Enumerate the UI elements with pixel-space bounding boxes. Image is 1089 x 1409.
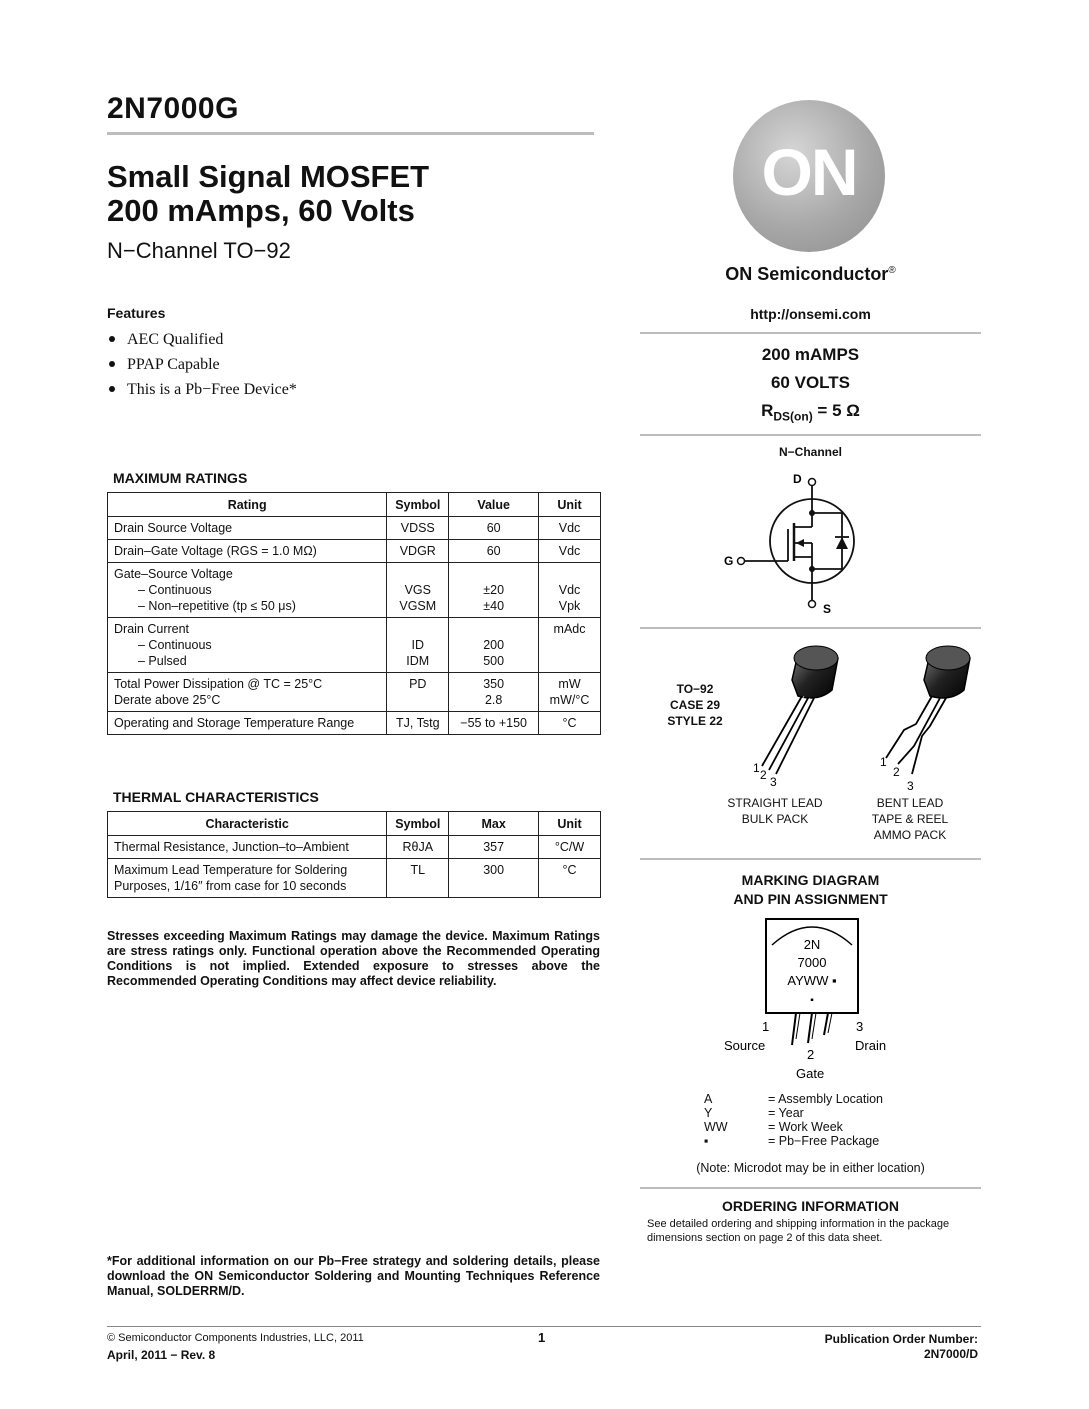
value-cell: 357 (449, 836, 539, 859)
bullet-icon (109, 361, 115, 367)
body-diode-icon (836, 537, 848, 549)
svg-text:2: 2 (807, 1047, 815, 1062)
symbol-cell: RθJA (387, 836, 449, 859)
rating-cell: Gate–Source Voltage – Continuous – Non–repetitive (tp ≤ 50 μs) (108, 563, 387, 618)
table-row (108, 540, 601, 563)
value-cell: ±20 ±40 (449, 563, 539, 618)
svg-text:2N: 2N (803, 937, 821, 952)
symbol-cell: VGS VGSM (387, 563, 449, 618)
brand-name: ON Semiconductor® (725, 264, 896, 284)
symbol-cell: ID IDM (387, 618, 449, 673)
publication-number: Publication Order Number: 2N7000/D (824, 1332, 978, 1361)
mosfet-schematic (700, 465, 900, 625)
table-row (108, 517, 601, 540)
column-header: Unit (539, 493, 601, 517)
unit-cell: Vdc Vpk (539, 563, 601, 618)
column-header: Symbol (387, 812, 449, 836)
straight-lead-package-icon (753, 646, 838, 789)
value-cell: 300 (449, 859, 539, 898)
revision-date: April, 2011 − Rev. 8 (107, 1348, 216, 1362)
svg-text:3: 3 (907, 779, 914, 793)
stress-note: Stresses exceeding Maximum Ratings may damage the device. Maximum Ratings are stress ratings only. Functional operation above the Recommended Operating Conditions is not implied. Extended exposure to stresses above the Recommended Operating Conditions may affect device reliability. (107, 929, 600, 988)
brand-url[interactable]: http://onsemi.com (750, 306, 871, 322)
pb-free-footnote: *For additional information on our Pb−Free strategy and soldering details, please download the ON Semiconductor Soldering and Mounting Techniques Reference Manual, SOLDERRM/D. (107, 1254, 600, 1298)
divider (640, 627, 981, 629)
rating-cell: Drain–Gate Voltage (RGS = 1.0 MΩ) (108, 540, 387, 563)
feature-item: This is a Pb−Free Device* (107, 381, 297, 399)
spec-rds: $R_{DS(on)} = 5$ Ω (761, 401, 860, 424)
column-header: Unit (539, 812, 601, 836)
feature-item: PPAP Capable (107, 356, 220, 374)
footer-divider (107, 1326, 981, 1327)
page-title (107, 160, 429, 228)
svg-text:Source: Source (724, 1038, 766, 1053)
table-row (108, 563, 601, 618)
unit-cell: Vdc (539, 540, 601, 563)
page-number: 1 (538, 1330, 546, 1345)
legend-row: Y = Year (704, 1106, 804, 1120)
feature-item: AEC Qualified (107, 331, 223, 349)
table-row (108, 618, 601, 673)
package-label: TO−92 CASE 29 STYLE 22 (667, 682, 723, 728)
rating-cell: Operating and Storage Temperature Range (108, 712, 387, 735)
column-header: Max (449, 812, 539, 836)
value-cell: 200 500 (449, 618, 539, 673)
bullet-icon (109, 386, 115, 392)
title-line-2: 200 mAmps, 60 Volts (107, 193, 415, 228)
svg-text:1: 1 (762, 1019, 770, 1034)
max-ratings-table (107, 492, 601, 735)
unit-cell: mW mW/°C (539, 673, 601, 712)
svg-text:AYWW ▪: AYWW ▪ (787, 973, 837, 988)
legend-row: A = Assembly Location (704, 1092, 883, 1106)
rating-cell: Total Power Dissipation @ TC = 25°C Derate above 25°C (108, 673, 387, 712)
unit-cell: Vdc (539, 517, 601, 540)
table-header-row (108, 493, 601, 517)
drain-terminal (809, 479, 816, 486)
schematic-title: N−Channel (778, 445, 842, 459)
thermal-table (107, 811, 601, 898)
unit-cell: °C/W (539, 836, 601, 859)
legend-row: ▪ = Pb−Free Package (704, 1134, 880, 1148)
symbol-cell: TJ, Tstg (387, 712, 449, 735)
symbol-cell: PD (387, 673, 449, 712)
svg-text:3: 3 (856, 1019, 864, 1034)
svg-text:Gate: Gate (796, 1066, 825, 1081)
bent-lead-package-icon (880, 646, 970, 793)
pin-s-label: S (823, 602, 832, 616)
characteristic-cell: Thermal Resistance, Junction–to–Ambient (108, 836, 387, 859)
svg-text:1: 1 (753, 761, 760, 775)
title-line-1: Small Signal MOSFET (107, 159, 430, 194)
legend-row: WW = Work Week (704, 1120, 843, 1134)
symbol-cell: VDSS (387, 517, 449, 540)
pin-g-label: G (724, 554, 734, 568)
pin-d-label: D (793, 472, 802, 486)
legend-note: (Note: Microdot may be in either location) (696, 1161, 925, 1175)
divider (640, 434, 981, 436)
table-row (108, 712, 601, 735)
divider (640, 332, 981, 334)
rating-cell: Drain Current – Continuous – Pulsed (108, 618, 387, 673)
marking-legend (700, 1092, 887, 1148)
ordering-text: See detailed ordering and shipping information in the package dimensions section on page 2 of this data sheet. (647, 1218, 950, 1244)
title-divider (107, 132, 594, 135)
marking-diagram (700, 915, 930, 1085)
table-header-row (108, 812, 601, 836)
bent-lead-label: BENT LEAD TAPE & REEL AMMO PACK (871, 796, 949, 842)
logo-text: ON (761, 135, 857, 209)
characteristic-cell: Maximum Lead Temperature for Soldering Purposes, 1/16″ from case for 10 seconds (108, 859, 387, 898)
spec-current: 200 mAMPS (761, 345, 860, 364)
divider (640, 858, 981, 860)
part-number: 2N7000G (107, 92, 239, 125)
source-terminal (809, 601, 816, 608)
column-header: Symbol (387, 493, 449, 517)
page-subtitle: N−Channel TO−92 (107, 238, 291, 263)
svg-text:1: 1 (880, 755, 887, 769)
svg-text:3: 3 (770, 775, 777, 789)
svg-text:2: 2 (760, 768, 767, 782)
max-ratings-title: MAXIMUM RATINGS (113, 470, 248, 486)
symbol-cell: VDGR (387, 540, 449, 563)
straight-lead-label: STRAIGHT LEAD BULK PACK (727, 796, 823, 826)
to92-package-drawings (740, 640, 980, 800)
svg-text:7000: 7000 (797, 955, 827, 970)
marking-title: MARKING DIAGRAM AND PIN ASSIGNMENT (733, 872, 888, 907)
symbol-cell: TL (387, 859, 449, 898)
column-header: Rating (108, 493, 387, 517)
on-logo (733, 100, 885, 252)
gate-terminal (738, 558, 745, 565)
ordering-title: ORDERING INFORMATION (721, 1198, 900, 1214)
rating-cell: Drain Source Voltage (108, 517, 387, 540)
svg-text:Drain: Drain (855, 1038, 887, 1053)
unit-cell: mAdc (539, 618, 601, 673)
spec-voltage: 60 VOLTS (770, 373, 851, 392)
unit-cell: °C (539, 859, 601, 898)
value-cell: 60 (449, 540, 539, 563)
svg-text:2: 2 (893, 765, 900, 779)
value-cell: 350 2.8 (449, 673, 539, 712)
table-row (108, 859, 601, 898)
svg-text:▪: ▪ (810, 995, 814, 1006)
features-title: Features (107, 305, 166, 321)
value-cell: −55 to +150 (449, 712, 539, 735)
column-header: Value (449, 493, 539, 517)
table-row (108, 836, 601, 859)
bullet-icon (109, 336, 115, 342)
copyright: © Semiconductor Components Industries, LLC, 2011 (107, 1332, 364, 1344)
value-cell: 60 (449, 517, 539, 540)
divider (640, 1187, 981, 1189)
unit-cell: °C (539, 712, 601, 735)
thermal-title: THERMAL CHARACTERISTICS (113, 789, 319, 805)
table-row (108, 673, 601, 712)
column-header: Characteristic (108, 812, 387, 836)
